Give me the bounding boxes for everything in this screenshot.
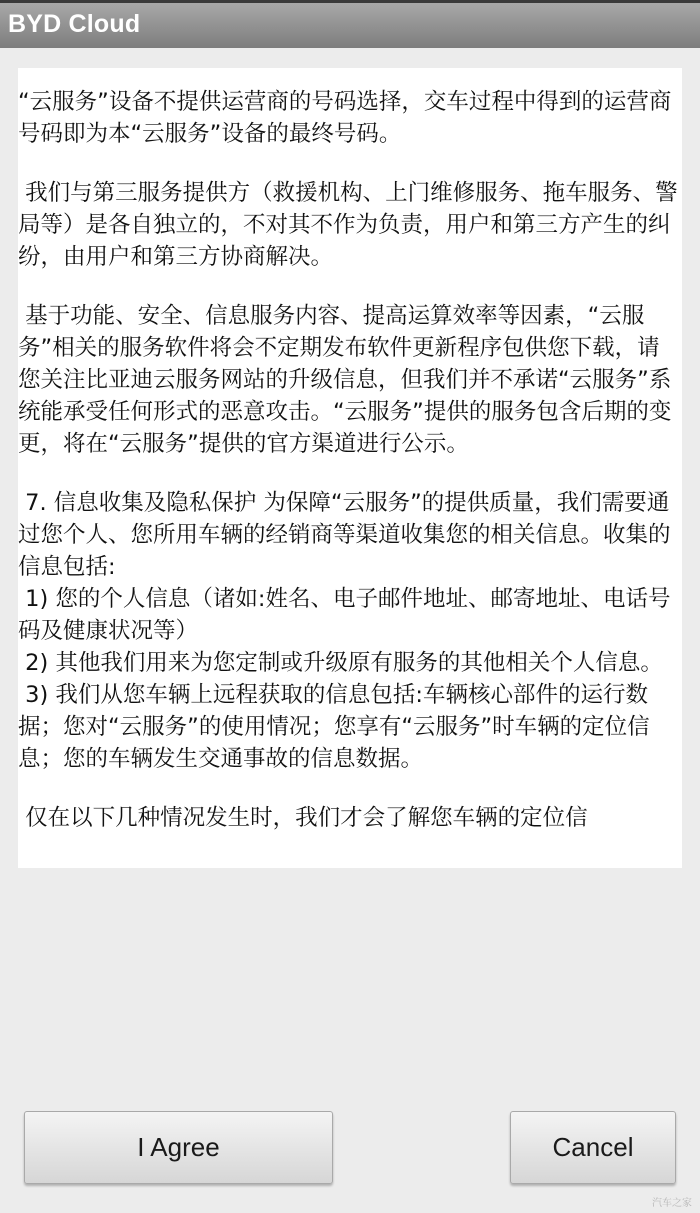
agreement-paragraph-2: 我们与第三服务提供方（救援机构、上门维修服务、拖车服务、警局等）是各自独立的，不对其不作为负责，用户和第三方产生的纠纷，由用户和第三方协商解决。 — [18, 180, 678, 270]
agree-button[interactable]: I Agree — [24, 1111, 333, 1184]
agreement-paragraph-1: “云服务”设备不提供运营商的号码选择，交车过程中得到的运营商号码即为本“云服务”设备的最终号码。 — [18, 89, 672, 147]
agreement-paragraph-4: 7. 信息收集及隐私保护 为保障“云服务”的提供质量，我们需要通过您个人、您所用车辆的经销商等渠道收集您的相关信息。收集的信息包括: 1) 您的个人信息（诸如:姓名、电子邮件地址、邮寄地址、电话号码及健康状况等） 2) 其他我们用来为您定制或升级原有服务的其他相关个人信息。 3) 我们从您车辆上远程获取的信息包括:车辆核心部件的运行数据；您对“云服务”的使用情况；您享有“云服务”时车辆的定位信息；您的车辆发生交通事故的信息数据。 — [18, 490, 671, 772]
agreement-paragraph-3: 基于功能、安全、信息服务内容、提高运算效率等因素，“云服务”相关的服务软件将会不定期发布软件更新程序包供您下载，请您关注比亚迪云服务网站的升级信息，但我们并不承诺“云服务”系统能承受任何形式的恶意攻击。“云服务”提供的服务包含后期的变更，将在“云服务”提供的官方渠道进行公示。 — [18, 303, 672, 457]
agreement-paragraph-5: 仅在以下几种情况发生时，我们才会了解您车辆的定位信 — [18, 805, 588, 831]
title-bar — [0, 0, 700, 48]
watermark: 汽车之家 — [652, 1198, 692, 1209]
agreement-text-panel[interactable] — [18, 68, 682, 868]
cancel-button[interactable]: Cancel — [510, 1111, 676, 1184]
app-title: BYD Cloud — [8, 10, 141, 38]
